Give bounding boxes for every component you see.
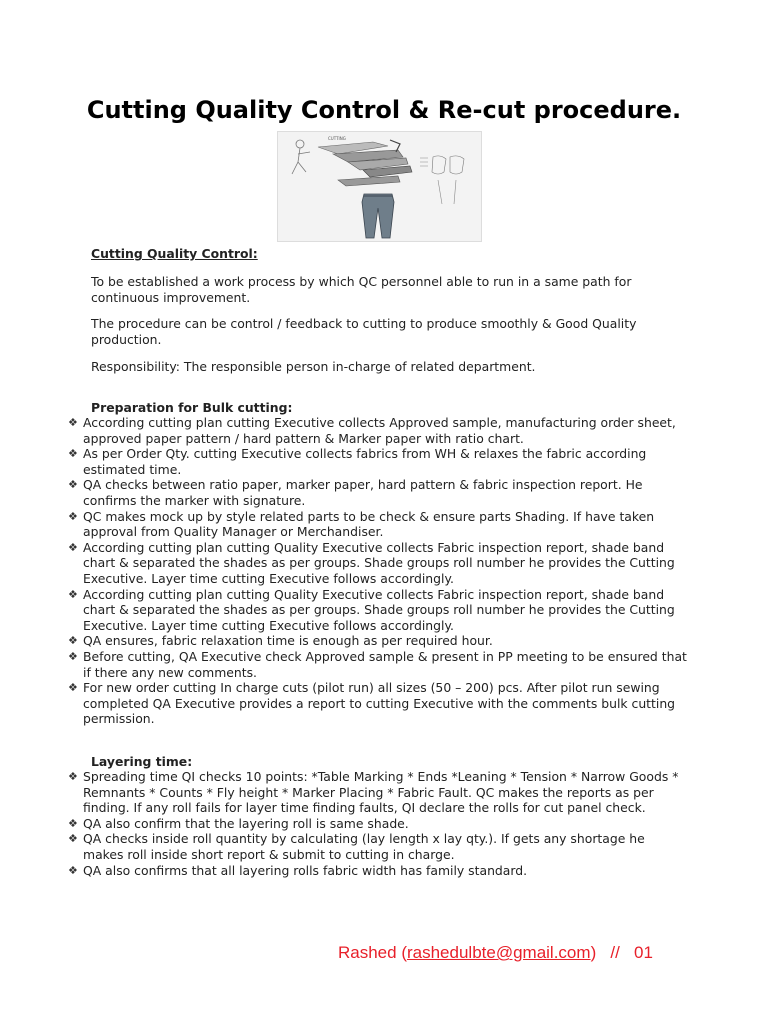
bullet-icon: ❖ xyxy=(68,509,78,523)
list-item: ❖ Spreading time QI checks 10 points: *Table Marking * Ends *Leaning * Tension * Narrow Goods * Remnants * Counts * Fly height * Marker Placing * Fabric Fault. QC makes the reports as per finding. If any roll fails for layer time finding faults, QI declare the rolls for cut panel check. xyxy=(68,769,679,816)
bullet-icon: ❖ xyxy=(68,634,78,648)
page-title: Cutting Quality Control & Re-cut procedure. xyxy=(86,96,682,124)
bullet-icon: ❖ xyxy=(68,681,78,695)
layering-list xyxy=(68,769,688,878)
list-item: ❖ As per Order Qty. cutting Executive collects fabrics from WH & relaxes the fabric according estimated time. xyxy=(68,446,647,477)
responsibility-text: Responsibility: The responsible person in-charge of related department. xyxy=(91,359,536,374)
bullet-icon: ❖ xyxy=(68,478,78,492)
bullet-icon: ❖ xyxy=(68,587,78,601)
bullet-icon: ❖ xyxy=(68,447,78,461)
bullet-icon: ❖ xyxy=(68,863,78,877)
cutting-sketch-image xyxy=(278,132,481,241)
list-item: ❖ According cutting plan cutting Quality Executive collects Fabric inspection report, shade band chart & separated the shades as per groups. Shade groups roll number he provides the Cutting Executive. Layer time cutting Executive follows accordingly. xyxy=(68,586,675,633)
list-item: ❖ QC makes mock up by style related parts to be check & ensure parts Shading. If have taken approval from Quality Manager or Merchandiser. xyxy=(68,508,655,540)
list-item: ❖ QA also confirm that the layering roll is same shade. xyxy=(68,815,409,831)
list-item: ❖ According cutting plan cutting Executive collects Approved sample, manufacturing order sheet, approved paper pattern / hard pattern & Marker paper with ratio chart. xyxy=(68,415,676,446)
footer-author xyxy=(338,943,653,963)
bullet-icon: ❖ xyxy=(68,649,78,663)
bullet-icon: ❖ xyxy=(68,816,78,830)
author-name: Rashed ( xyxy=(338,943,407,962)
qc-paragraph-1: To be established a work process by which QC personnel able to run in a same path for continuous improvement. xyxy=(91,274,632,305)
bullet-icon: ❖ xyxy=(68,416,78,429)
bullet-icon: ❖ xyxy=(68,540,78,554)
list-item: ❖ For new order cutting In charge cuts (pilot run) all sizes (50 – 200) pcs. After pilot run sewing completed QA Executive provides a report to cutting Executive with the comments bulk cutting permission. xyxy=(68,680,676,727)
bulk-cutting-list xyxy=(68,415,688,727)
qc-heading: Cutting Quality Control: xyxy=(91,246,258,261)
author-email-link[interactable]: rashedulbte@gmail.com xyxy=(406,943,591,962)
figure-label: CUTTING xyxy=(328,136,346,141)
bullet-icon: ❖ xyxy=(68,832,78,846)
list-item: ❖ QA ensures, fabric relaxation time is enough as per required hour. xyxy=(68,633,493,649)
list-item: ❖ QA checks inside roll quantity by calculating (lay length x lay qty.). If gets any shortage he makes roll inside short report & submit to cutting in charge. xyxy=(68,831,645,862)
cutting-illustration xyxy=(277,131,482,242)
page-number: ) // 01 xyxy=(590,943,653,962)
bullet-icon: ❖ xyxy=(68,770,78,783)
bulk-cutting-heading: Preparation for Bulk cutting: xyxy=(91,400,293,415)
list-item: ❖ QA checks between ratio paper, marker paper, hard pattern & fabric inspection report. He confirms the marker with signature. xyxy=(68,477,643,508)
list-item: ❖ Before cutting, QA Executive check Approved sample & present in PP meeting to be ensured that if there any new comments. xyxy=(68,648,687,680)
list-item: ❖ According cutting plan cutting Quality Executive collects Fabric inspection report, shade band chart & separated the shades as per groups. Shade groups roll number he provides the Cutting Executive. Layer time cutting Executive follows accordingly. xyxy=(68,539,675,586)
qc-paragraph-2: The procedure can be control / feedback to cutting to produce smoothly & Good Quality production. xyxy=(91,316,637,347)
list-item: ❖ QA also confirms that all layering rolls fabric width has family standard. xyxy=(68,862,528,878)
layering-heading: Layering time: xyxy=(91,754,193,769)
